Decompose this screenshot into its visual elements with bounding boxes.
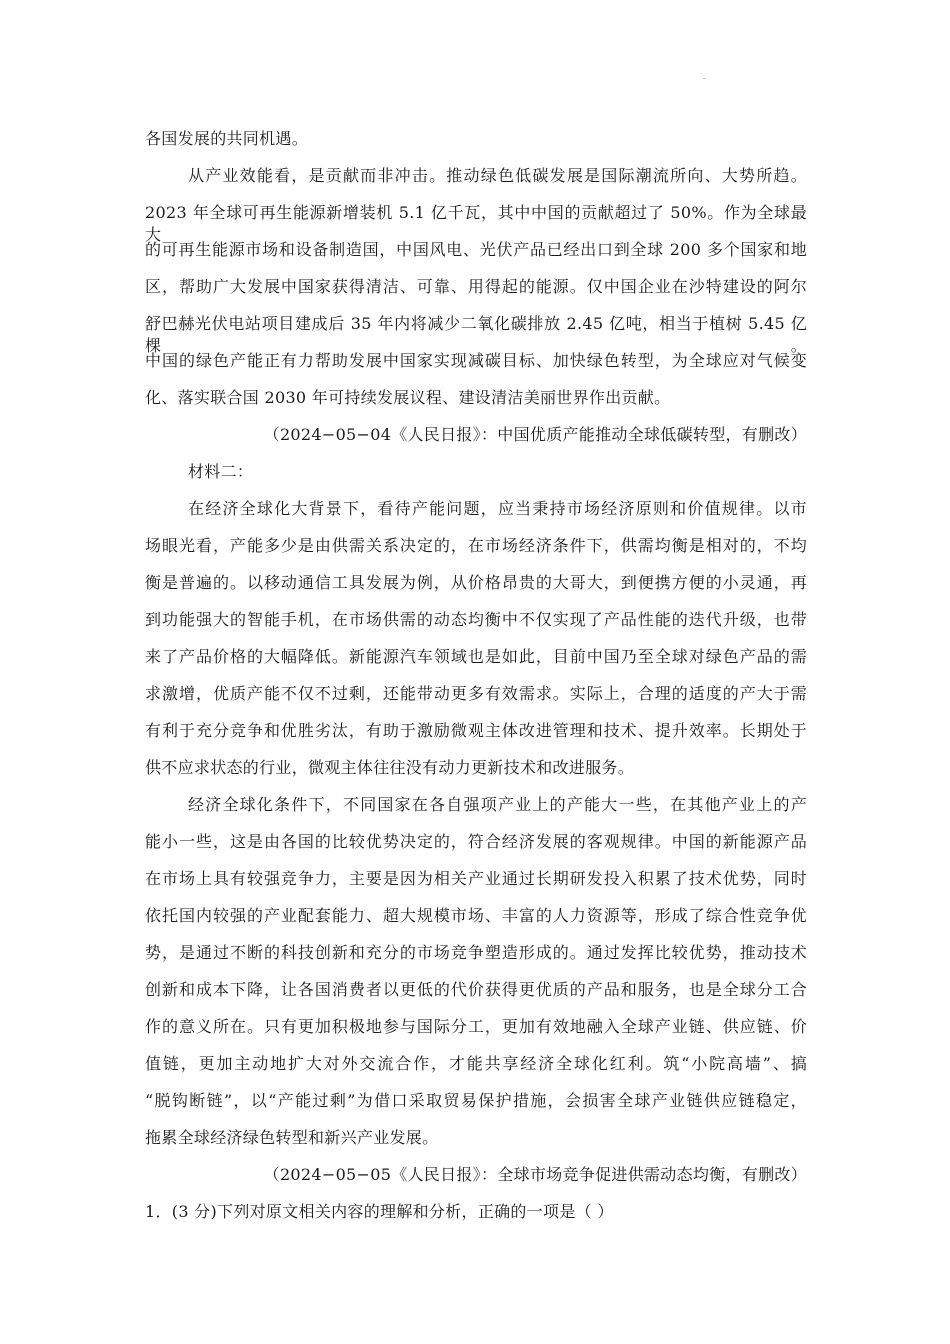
paragraph-line: 依托国内较强的产业配套能力、超大规模市场、丰富的人力资源等，形成了综合性竞争优 <box>145 906 807 925</box>
paragraph-line: 场眼光看，产能多少是由供需关系决定的，在市场经济条件下，供需均衡是相对的，不均 <box>145 536 807 555</box>
paragraph-line: 作的意义所在。只有更加积极地参与国际分工，更加有效地融入全球产业链、供应链、价 <box>145 1017 807 1036</box>
paragraph-line: 各国发展的共同机遇。 <box>145 129 309 148</box>
paragraph-line: 拖累全球经济绿色转型和新兴产业发展。 <box>145 1128 439 1147</box>
paragraph-line: 经济全球化条件下，不同国家在各自强项产业上的产能大一些，在其他产业上的产 <box>188 795 807 814</box>
paragraph-line: 有利于充分竞争和优胜劣汰，有助于激励微观主体改进管理和技术、提升效率。长期处于 <box>145 721 807 740</box>
paragraph-line: 供不应求状态的行业，微观主体往往没有动力更新技术和改进服务。 <box>145 758 635 777</box>
paragraph-line: 化、落实联合国 2030 年可持续发展议程、建设清洁美丽世界作出贡献。 <box>145 388 671 407</box>
paragraph-line: 的可再生能源市场和设备制造国，中国风电、光伏产品已经出口到全球 200 多个国家和地 <box>145 240 807 259</box>
paragraph-line: 2023 年全球可再生能源新增装机 5.1 亿千瓦，其中中国的贡献超过了 50%。作为全球最大 <box>145 203 807 244</box>
paragraph-line: 区，帮助广大发展中国家获得清洁、可靠、用得起的能源。仅中国企业在沙特建设的阿尔 <box>145 277 807 296</box>
paragraph-line: 从产业效能看，是贡献而非冲击。推动绿色低碳发展是国际潮流所向、大势所趋。 <box>188 166 807 185</box>
paragraph-line: 能小一些，这是由各国的比较优势决定的，符合经济发展的客观规律。中国的新能源产品 <box>145 832 807 851</box>
paragraph-line: 势，是通过不断的科技创新和充分的市场竞争塑造形成的。通过发挥比较优势，推动技术 <box>145 943 807 962</box>
paragraph-line: 衡是普遍的。以移动通信工具发展为例，从价格昂贵的大哥大，到便携方便的小灵通，再 <box>145 573 807 592</box>
scan-mark <box>703 78 706 79</box>
source-citation: （2024−05−04《人民日报》：中国优质产能推动全球低碳转型，有删改） <box>263 425 807 444</box>
paragraph-line: 值链，更加主动地扩大对外交流合作，才能共享经济全球化红利。筑“小院高墙”、搞 <box>145 1054 807 1073</box>
paragraph-line: 到功能强大的智能手机，在市场供需的动态均衡中不仅实现了产品性能的迭代升级，也带 <box>145 610 807 629</box>
paragraph-line: 在市场上具有较强竞争力，主要是因为相关产业通过长期研发投入积累了技术优势，同时 <box>145 869 807 888</box>
paragraph-line: 在经济全球化大背景下，看待产能问题，应当秉持市场经济原则和价值规律。以市 <box>188 499 807 518</box>
paragraph-line: 来了产品价格的大幅降低。新能源汽车领域也是如此，目前中国乃至全球对绿色产品的需 <box>145 647 807 666</box>
paragraph-line: 中国的绿色产能正有力帮助发展中国家实现减碳目标、加快绿色转型，为全球应对气候变 <box>145 351 807 370</box>
paragraph-line: 舒巴赫光伏电站项目建成后 35 年内将减少二氧化碳排放 2.45 亿吨，相当于植树 5.45 亿棵。 <box>145 314 807 355</box>
paragraph-line: 创新和成本下降，让各国消费者以更低的代价获得更优质的产品和服务，也是全球分工合 <box>145 980 807 999</box>
paragraph-line: 求激增，优质产能不仅不过剩，还能带动更多有效需求。实际上，合理的适度的产大于需 <box>145 684 807 703</box>
question-stem: 1．(3 分)下列对原文相关内容的理解和分析，正确的一项是（ ） <box>145 1202 614 1221</box>
paragraph-line: “脱钩断链”，以“产能过剩”为借口采取贸易保护措施，会损害全球产业链供应链稳定， <box>145 1091 807 1110</box>
section-heading: 材料二： <box>188 462 254 481</box>
source-citation: （2024−05−05《人民日报》：全球市场竞争促进供需动态均衡，有删改） <box>263 1165 807 1184</box>
